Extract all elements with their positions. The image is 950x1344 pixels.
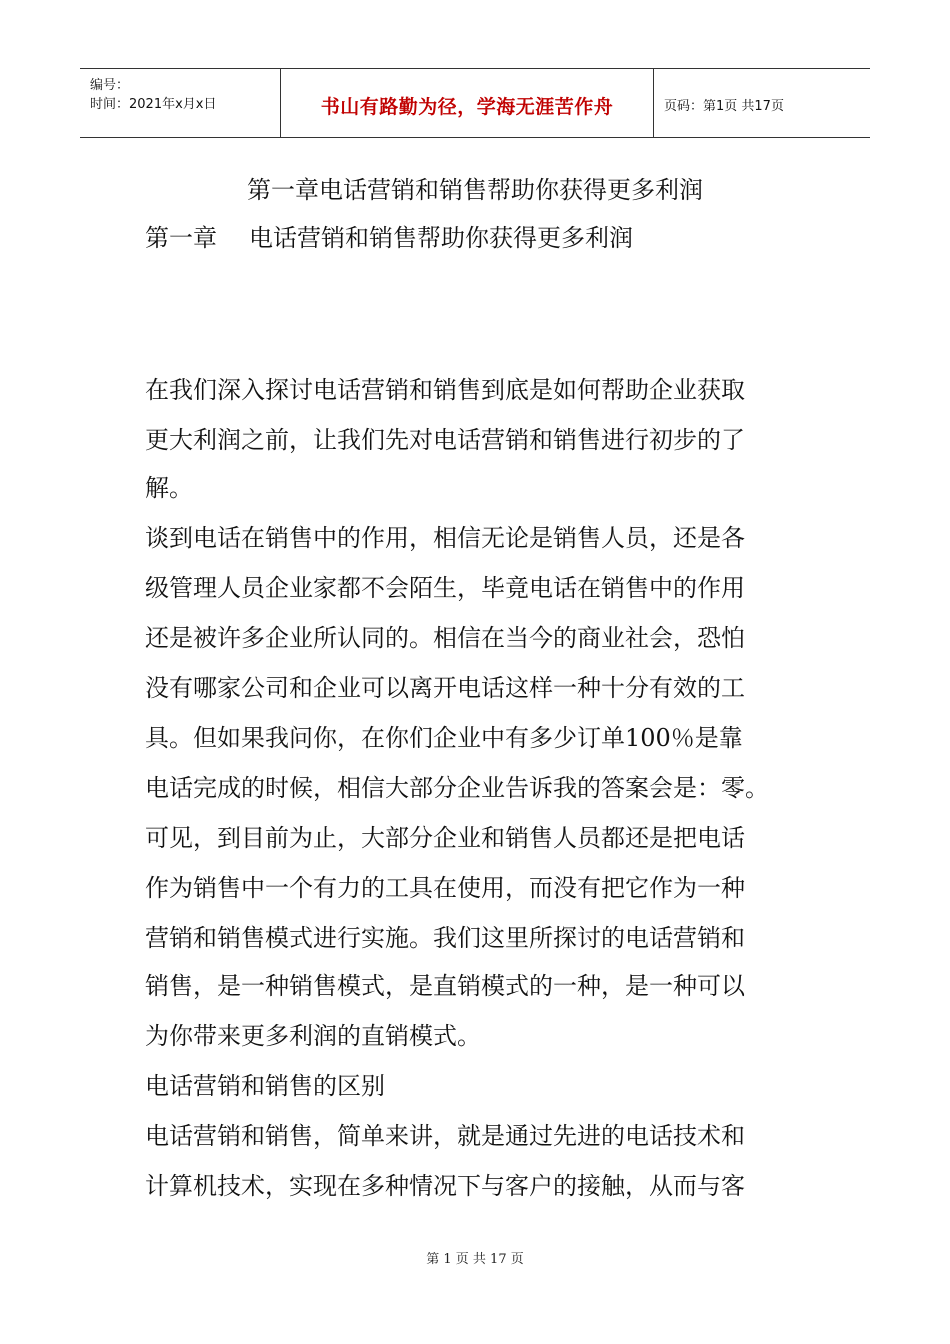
body-line: 在我们深入探讨电话营销和销售到底是如何帮助企业获取 (145, 376, 745, 404)
body-line: 解。 (145, 474, 193, 502)
page-footer: 第 1 页 共 17 页 (426, 1252, 524, 1267)
document-title: 第一章电话营销和销售帮助你获得更多利润 (247, 176, 703, 204)
body-line: 计算机技术，实现在多种情况下与客户的接触，从而与客 (145, 1172, 745, 1200)
body-line: 更大利润之前，让我们先对电话营销和销售进行初步的了 (145, 426, 745, 454)
body-line: 没有哪家公司和企业可以离开电话这样一种十分有效的工 (145, 674, 745, 702)
chapter-title: 电话营销和销售帮助你获得更多利润 (249, 224, 633, 252)
body-line: 电话完成的时候，相信大部分企业告诉我的答案会是：零。 (145, 774, 769, 802)
body-line: 可见，到目前为止，大部分企业和销售人员都还是把电话 (145, 824, 745, 852)
body-line: 为你带来更多利润的直销模式。 (145, 1022, 481, 1050)
header-motto: 书山有路勤为径，学海无涯苦作舟 (320, 96, 614, 118)
header-left-cell (80, 69, 281, 137)
body-line: 还是被许多企业所认同的。相信在当今的商业社会，恐怕 (145, 624, 745, 652)
header-motto-cell (281, 69, 654, 137)
chapter-heading (145, 218, 633, 253)
body-line: 谈到电话在销售中的作用，相信无论是销售人员，还是各 (145, 524, 745, 552)
body-line: 级管理人员企业家都不会陌生，毕竟电话在销售中的作用 (145, 574, 745, 602)
document-number-label: 编号： (90, 78, 130, 93)
header-right-cell (654, 69, 870, 137)
chapter-label: 第一章 (145, 224, 217, 252)
header-page-info: 页码：第1页 共17页 (664, 99, 784, 114)
body-line: 营销和销售模式进行实施。我们这里所探讨的电话营销和 (145, 924, 745, 952)
section-heading: 电话营销和销售的区别 (145, 1072, 385, 1100)
body-line: 作为销售中一个有力的工具在使用，而没有把它作为一种 (145, 874, 745, 902)
document-header (80, 68, 870, 138)
body-line: 销售，是一种销售模式，是直销模式的一种，是一种可以 (145, 972, 745, 1000)
document-date: 时间：2021年x月x日 (90, 97, 217, 112)
body-line: 具。但如果我问你，在你们企业中有多少订单100％是靠 (145, 724, 743, 752)
body-line: 电话营销和销售，简单来讲，就是通过先进的电话技术和 (145, 1122, 745, 1150)
